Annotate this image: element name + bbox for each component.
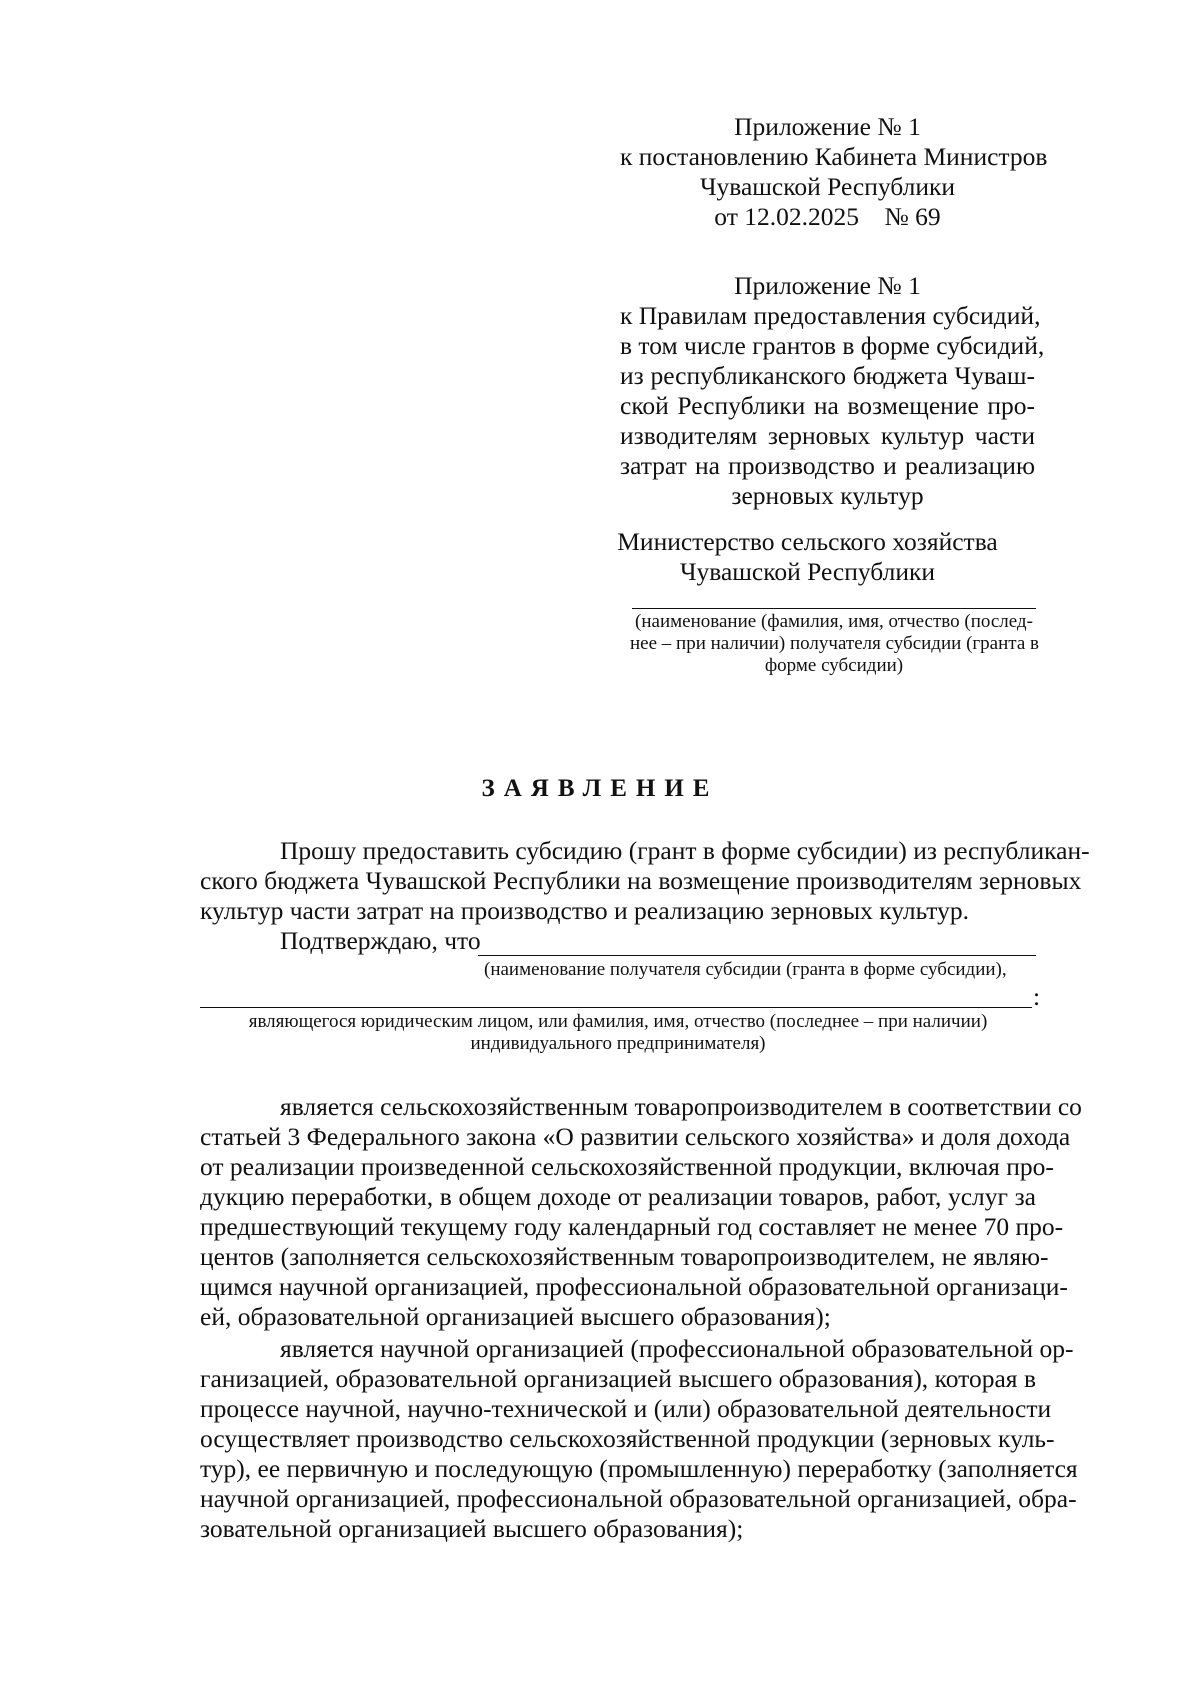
recipient-name-blank (478, 955, 1036, 956)
request-line: культур части затрат на производство и реализацию зерновых культур. (200, 896, 969, 925)
appendix-decree-date-number: от 12.02.2025 № 69 (714, 202, 941, 231)
blank-colon: : (1033, 982, 1041, 1011)
addressee-ministry: Министерство сельского хозяйства (617, 527, 998, 556)
appendix-rules-line: из республиканского бюджета Чуваш- (620, 361, 1035, 390)
appendix-rules-line: изводителям зерновых культур части (620, 421, 1035, 450)
appendix-decree-number: Приложение № 1 (734, 112, 921, 141)
appendix-rules-line: ской Республики на возмещение про- (620, 391, 1035, 420)
recipient-caption-continued: являющегося юридическим лицом, или фамилия, имя, отчество (последнее – при наличии) (248, 1011, 988, 1032)
request-line: ского бюджета Чувашской Республики на возмещение производителям зерновых (200, 866, 1082, 895)
appendix-rules-line: в том числе грантов в форме субсидий, (620, 331, 1045, 360)
clause-line: зовательной организацией высшего образования); (200, 1514, 744, 1543)
applicant-name-blank (632, 608, 1036, 609)
clause-line: дукцию переработки, в общем доходе от реализации товаров, работ, услуг за (200, 1182, 1036, 1211)
clause-line: предшествующий текущему году календарный год составляет не менее 70 про- (200, 1212, 1064, 1241)
clause-line: научной организацией, профессиональной образовательной организацией, обра- (200, 1484, 1077, 1513)
recipient-name-blank-continued (200, 1007, 1032, 1008)
appendix-rules-line: зерновых культур (731, 481, 924, 510)
clause-line: ей, образовательной организацией высшего образования); (200, 1302, 831, 1331)
applicant-caption-line: нее – при наличии) получателя субсидии (гранта в (630, 633, 1039, 654)
appendix-rules-line: к Правилам предоставления субсидий, (620, 301, 1041, 330)
clause-line: ганизацией, образовательной организацией высшего образования), которая в (200, 1364, 1036, 1393)
request-line: Прошу предоставить субсидию (грант в форме субсидии) из республикан- (280, 836, 1090, 865)
clause-line: центов (заполняется сельскохозяйственным товаропроизводителем, не являю- (200, 1242, 1049, 1271)
recipient-caption-continued: индивидуального предпринимателя) (470, 1033, 766, 1054)
confirm-label: Подтверждаю, что (280, 926, 481, 955)
recipient-caption: (наименование получателя субсидии (гранта в форме субсидии), (484, 959, 1007, 980)
clause-line: от реализации произведенной сельскохозяйственной продукции, включая про- (200, 1152, 1054, 1181)
addressee-republic: Чувашской Республики (679, 557, 936, 586)
applicant-caption-line: (наименование (фамилия, имя, отчество (послед- (635, 611, 1033, 632)
clause-line: является научной организацией (профессиональной образовательной ор- (280, 1334, 1074, 1363)
clause-line: осуществляет производство сельскохозяйственной продукции (зерновых куль- (200, 1424, 1055, 1453)
appendix-decree-reference: к постановлению Кабинета Министров (620, 142, 1048, 171)
clause-line: процессе научной, научно-технической и (или) образовательной деятельности (200, 1394, 1052, 1423)
appendix-rules-line: затрат на производство и реализацию (620, 451, 1035, 480)
clause-line: тур), ее первичную и последующую (промышленную) переработку (заполняется (200, 1454, 1078, 1483)
applicant-caption-line: форме субсидии) (764, 655, 904, 676)
document-title: ЗАЯВЛЕНИЕ (481, 775, 719, 802)
clause-line: статьей 3 Федерального закона «О развитии сельского хозяйства» и доля дохода (200, 1122, 1071, 1151)
appendix-rules-number: Приложение № 1 (734, 271, 921, 300)
clause-line: щимся научной организацией, профессиональной образовательной организаци- (200, 1272, 1068, 1301)
clause-line: является сельскохозяйственным товаропроизводителем в соответствии со (280, 1092, 1082, 1121)
appendix-decree-republic: Чувашской Республики (699, 172, 956, 201)
